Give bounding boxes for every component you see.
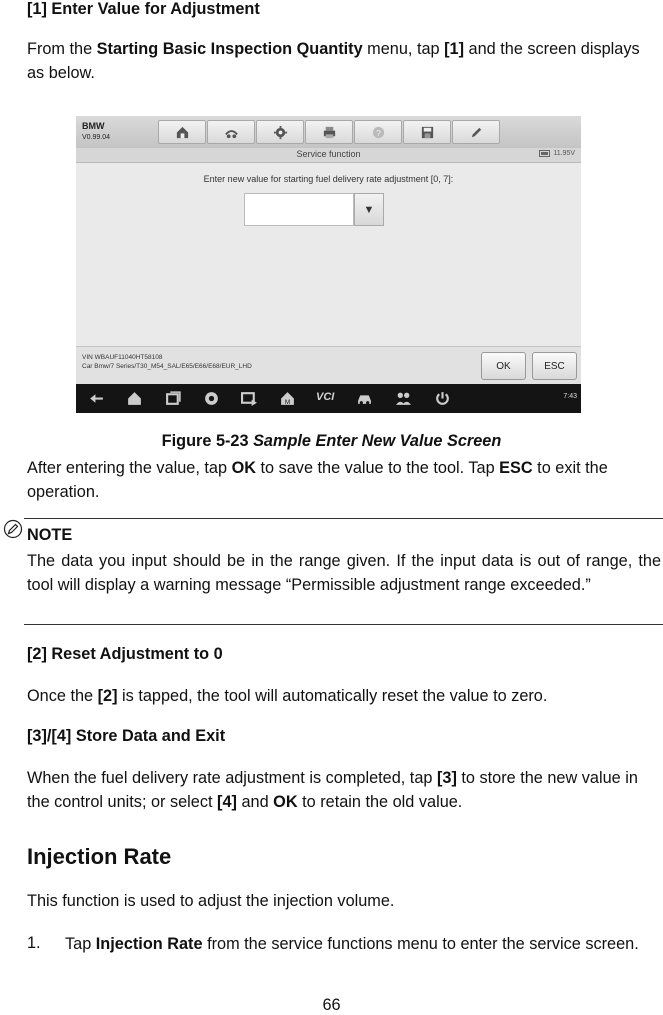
svg-text:M: M [284,398,291,406]
section2-paragraph: Once the [2] is tapped, the tool will automatically reset the value to zero. [27,687,548,705]
svg-text:?: ? [375,127,381,138]
maxisys-home-button[interactable] [279,390,296,407]
screen-capture-icon [241,390,258,407]
device-toolbar [158,120,501,144]
android-nav-bar [76,384,581,413]
device-top-bar [76,116,581,149]
save-icon [420,125,435,140]
list-item-text: Tap Injection Rate from the service functions menu to enter the service screen. [65,935,639,953]
note-top-rule [24,518,663,519]
value-input-field[interactable] [244,193,354,226]
value-dropdown-button[interactable] [354,193,384,226]
list-item-number: 1. [27,934,41,952]
injection-rate-heading: Injection Rate [27,844,172,869]
save-button[interactable] [403,120,451,144]
section-heading-reset: [2] Reset Adjustment to 0 [27,645,223,663]
vehicle-swap-button[interactable] [207,120,255,144]
note-label: NOTE [27,526,73,544]
value-prompt: Enter new value for starting fuel delivery rate adjustment [0, 7]: [203,174,454,184]
car-lift-icon [224,125,239,140]
help-button[interactable] [354,120,402,144]
shop-manager-button[interactable] [395,390,412,407]
pen-icon [469,125,484,140]
power-icon [434,390,451,407]
settings-button[interactable] [256,120,304,144]
screenshot-button[interactable] [241,390,258,407]
service-title: Service function [296,149,361,159]
battery-icon [539,150,551,157]
gear-icon [273,125,288,140]
battery-status: 11.95V [539,150,575,157]
recents-icon [165,390,182,407]
back-arrow-icon [88,390,105,407]
device-footer [76,346,581,385]
section3-paragraph: When the fuel delivery rate adjustment is completed, tap [3] to store the new value in the control units; or select [4] and OK to retain the old value. [27,769,638,811]
injection-intro: This function is used to adjust the injection volume. [27,892,395,910]
vehicle-button[interactable] [356,390,373,407]
pencil-icon [3,519,23,539]
section-heading-store-exit: [3]/[4] Store Data and Exit [27,727,226,745]
home-icon [175,125,190,140]
browser-button[interactable] [203,390,220,407]
esc-button[interactable]: ESC [532,352,577,380]
after-entering-paragraph: After entering the value, tap OK to save the value to the tool. Tap ESC to exit the operation. [27,459,608,501]
note-text: The data you input should be in the range given. If the input data is out of range, the tool will display a warning message “Permissible adjustment range exceeded.” [27,552,661,594]
people-icon [395,390,412,407]
figure-caption: Figure 5-23 Sample Enter New Value Screen [161,432,502,450]
maxi-home-icon [279,390,296,407]
service-title-bar [76,148,581,163]
car-icon [356,390,373,407]
screenshot-figure [76,116,581,413]
ok-button[interactable]: OK [481,352,526,380]
edit-button[interactable] [452,120,500,144]
printer-icon [322,125,337,140]
vehicle-info: VIN WBAUF11040HT58108 Car Bmw/7 Series/T30_M54_SAL/E65/E66/E68/EUR_LHD [82,354,252,370]
page-number: 66 [322,996,341,1014]
chrome-icon [203,390,220,407]
section1-paragraph: From the Starting Basic Inspection Quantity menu, tap [1] and the screen displays as below. [27,40,640,82]
recents-button[interactable] [165,390,182,407]
help-icon [371,125,386,140]
print-button[interactable] [305,120,353,144]
home-button[interactable] [158,120,206,144]
android-home-button[interactable] [126,390,143,407]
power-data-button[interactable] [434,390,451,407]
home-icon [126,390,143,407]
status-clock: 7:43 [563,393,577,400]
vehicle-brand: BMW V0.99.04 [82,121,111,141]
vci-status[interactable]: VCI [316,391,335,403]
chevron-down-icon: ▼ [363,203,375,216]
section-heading-enter-value: [1] Enter Value for Adjustment [27,0,260,18]
back-button[interactable] [88,390,105,407]
note-bottom-rule [24,624,663,625]
value-input-group [244,193,384,226]
